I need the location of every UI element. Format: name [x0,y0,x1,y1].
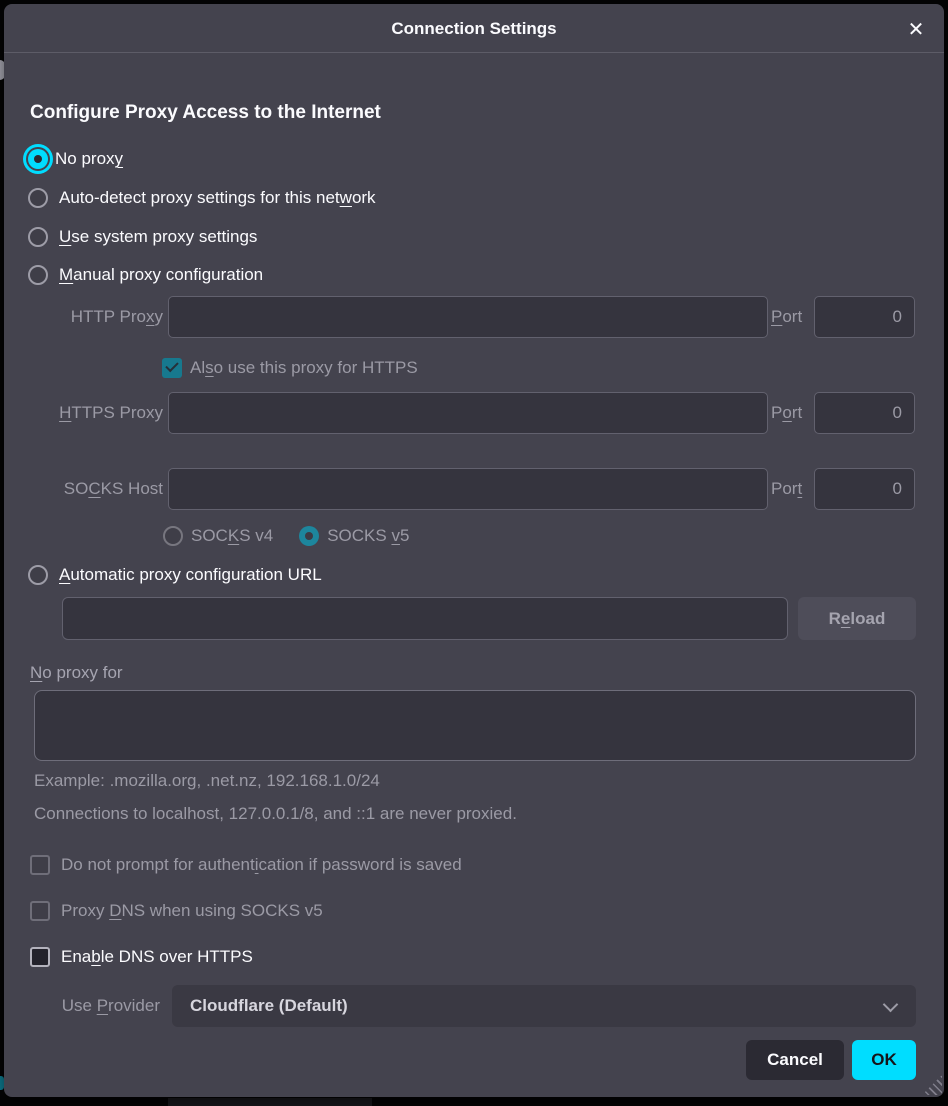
provider-dropdown[interactable] [172,985,916,1027]
background-window-artifact [168,1098,372,1106]
socks-host-label: SOCKS Host [63,479,163,498]
radio-icon-socks-v4[interactable] [163,526,183,546]
radio-label-system-proxy: Use system proxy settings [59,227,258,246]
provider-dropdown-value: Cloudflare (Default) [190,996,348,1015]
proxy-dns-option[interactable] [30,898,323,924]
http-proxy-label: HTTP Proxy [70,307,163,326]
radio-icon-manual-proxy[interactable] [28,265,48,285]
chevron-down-icon [885,999,896,1010]
proxy-dns-label: Proxy DNS when using SOCKS v5 [61,901,323,920]
https-proxy-input[interactable] [168,392,768,434]
connection-settings-dialog [4,4,944,1097]
auto-config-url-input[interactable] [62,597,788,640]
radio-option-system-proxy[interactable] [28,224,257,250]
reload-button[interactable]: Reload [798,597,916,640]
radio-option-auto-detect[interactable] [28,185,376,211]
ok-button[interactable]: OK [852,1040,916,1080]
enable-doh-checkbox[interactable] [30,947,50,967]
radio-label-auto-detect: Auto-detect proxy settings for this network [59,188,376,207]
radio-option-manual-proxy[interactable] [28,262,263,288]
also-https-checkbox[interactable] [162,358,182,378]
dialog-titlebar [4,4,944,53]
socks-port-label: Port [771,479,803,498]
enable-doh-label: Enable DNS over HTTPS [61,947,253,966]
https-port-label: Port [771,403,803,422]
page-title: Configure Proxy Access to the Internet [30,102,381,123]
no-proxy-example-text: Example: .mozilla.org, .net.nz, 192.168.1.0/24 [34,771,380,790]
socks-host-input[interactable] [168,468,768,510]
also-https-label: Also use this proxy for HTTPS [190,358,418,377]
also-https-option[interactable] [162,355,418,381]
no-proxy-for-textarea[interactable] [34,690,916,761]
socks-version-group [163,523,409,549]
radio-icon-auto-url[interactable] [28,565,48,585]
no-proxy-for-label: No proxy for [30,663,123,682]
no-prompt-auth-option[interactable] [30,852,462,878]
radio-option-auto-url[interactable] [28,562,322,588]
no-prompt-auth-label: Do not prompt for authentication if password is saved [61,855,462,874]
radio-icon-socks-v5[interactable] [299,526,319,546]
radio-label-manual-proxy: Manual proxy configuration [59,265,264,284]
radio-label-socks-v4: SOCKS v4 [191,526,274,545]
socks-port-input[interactable] [814,468,915,510]
https-proxy-label: HTTPS Proxy [59,403,163,422]
http-port-input[interactable] [814,296,915,338]
http-port-label: Port [771,307,803,326]
no-prompt-auth-checkbox[interactable] [30,855,50,875]
radio-label-auto-url: Automatic proxy configuration URL [59,565,322,584]
proxy-dns-checkbox[interactable] [30,901,50,921]
radio-icon-system-proxy[interactable] [28,227,48,247]
radio-option-no-proxy[interactable] [28,146,123,172]
enable-doh-option[interactable] [30,944,253,970]
radio-label-no-proxy: No proxy [55,149,124,168]
radio-label-socks-v5: SOCKS v5 [327,526,410,545]
cancel-button[interactable]: Cancel [746,1040,844,1080]
use-provider-label: Use Provider [61,996,160,1015]
close-icon: ✕ [907,18,925,41]
radio-icon-auto-detect[interactable] [28,188,48,208]
https-port-input[interactable] [814,392,915,434]
radio-icon-no-proxy[interactable] [28,149,48,169]
close-button[interactable] [902,15,930,43]
localhost-note-text: Connections to localhost, 127.0.0.1/8, and ::1 are never proxied. [34,804,517,823]
resize-grip-icon[interactable] [922,1075,942,1095]
dialog-title: Connection Settings [391,19,557,38]
http-proxy-input[interactable] [168,296,768,338]
